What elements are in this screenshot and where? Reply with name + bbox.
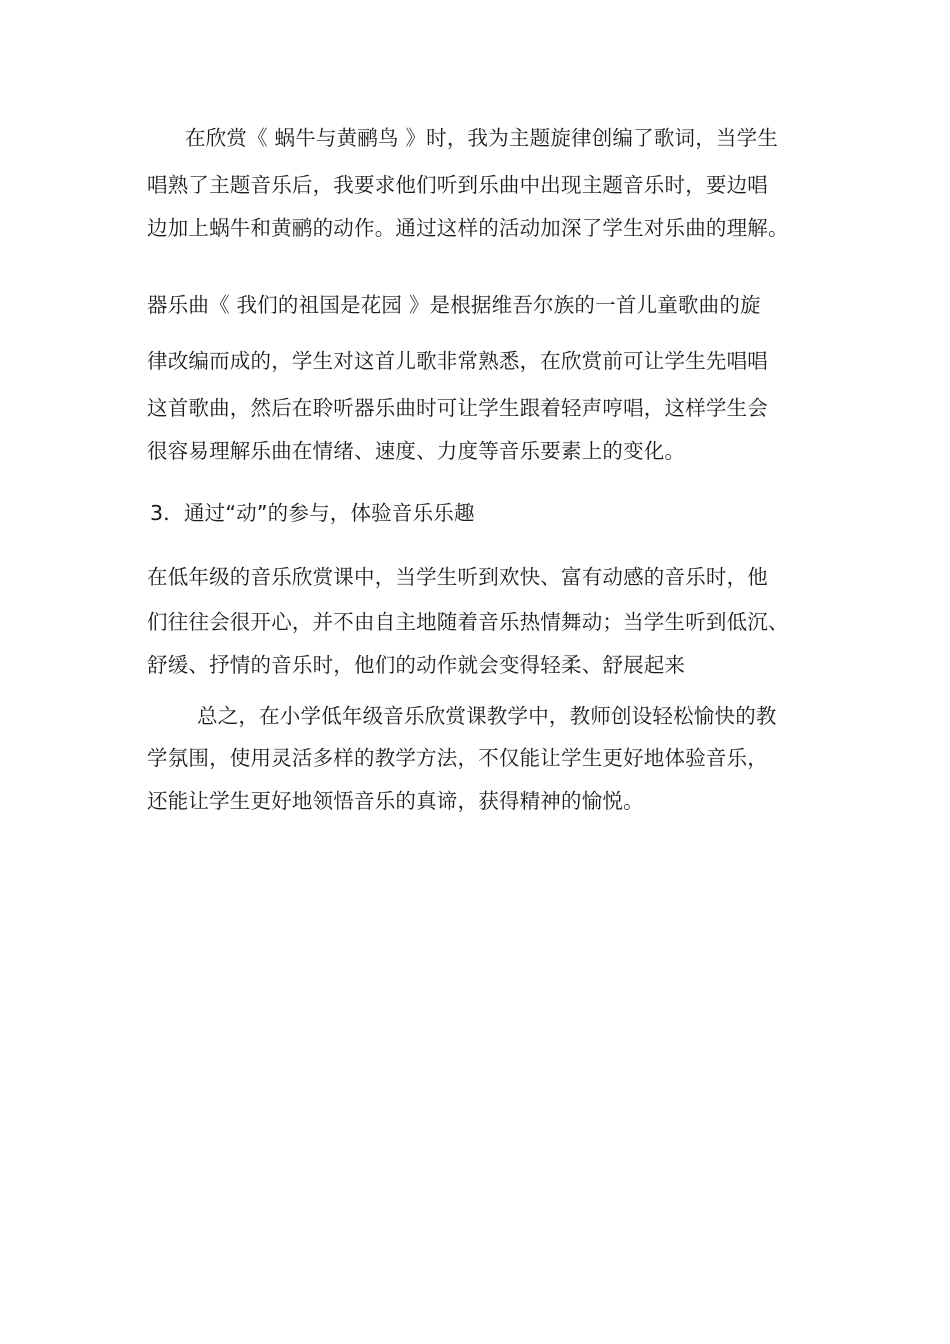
text-line: 在低年级的音乐欣赏课中，当学生听到欢快、富有动感的音乐时，他 — [147, 565, 768, 589]
text-line: 唱熟了主题音乐后，我要求他们听到乐曲中出现主题音乐时，要边唱 — [147, 173, 768, 197]
text-line: 这首歌曲，然后在聆听器乐曲时可让学生跟着轻声哼唱，这样学生会 — [147, 396, 768, 420]
text-line: 边加上蜗牛和黄鹂的动作。通过这样的活动加深了学生对乐曲的理解。 — [147, 216, 789, 240]
text-line: 还能让学生更好地领悟音乐的真谛，获得精神的愉悦。 — [147, 789, 644, 813]
text-line: 舒缓、抒情的音乐时，他们的动作就会变得轻柔、舒展起来 — [147, 653, 686, 677]
text-line: 学氛围，使用灵活多样的教学方法，不仅能让学生更好地体验音乐， — [147, 746, 768, 770]
text-line: 总之，在小学低年级音乐欣赏课教学中，教师创设轻松愉快的教 — [197, 704, 777, 728]
text-line: 律改编而成的，学生对这首儿歌非常熟悉，在欣赏前可让学生先唱唱 — [147, 349, 768, 373]
text-line: 在欣赏《 蜗牛与黄鹂鸟 》时，我为主题旋律创编了歌词，当学生 — [185, 126, 779, 150]
section-heading: 3．通过“动”的参与，体验音乐乐趣 — [150, 501, 475, 525]
text-line: 们往往会很开心，并不由自主地随着音乐热情舞动；当学生听到低沉、 — [147, 610, 789, 634]
text-line: 器乐曲《 我们的祖国是花园 》是根据维吾尔族的一首儿童歌曲的旋 — [147, 293, 761, 317]
text-line: 很容易理解乐曲在情绪、速度、力度等音乐要素上的变化。 — [147, 439, 686, 463]
